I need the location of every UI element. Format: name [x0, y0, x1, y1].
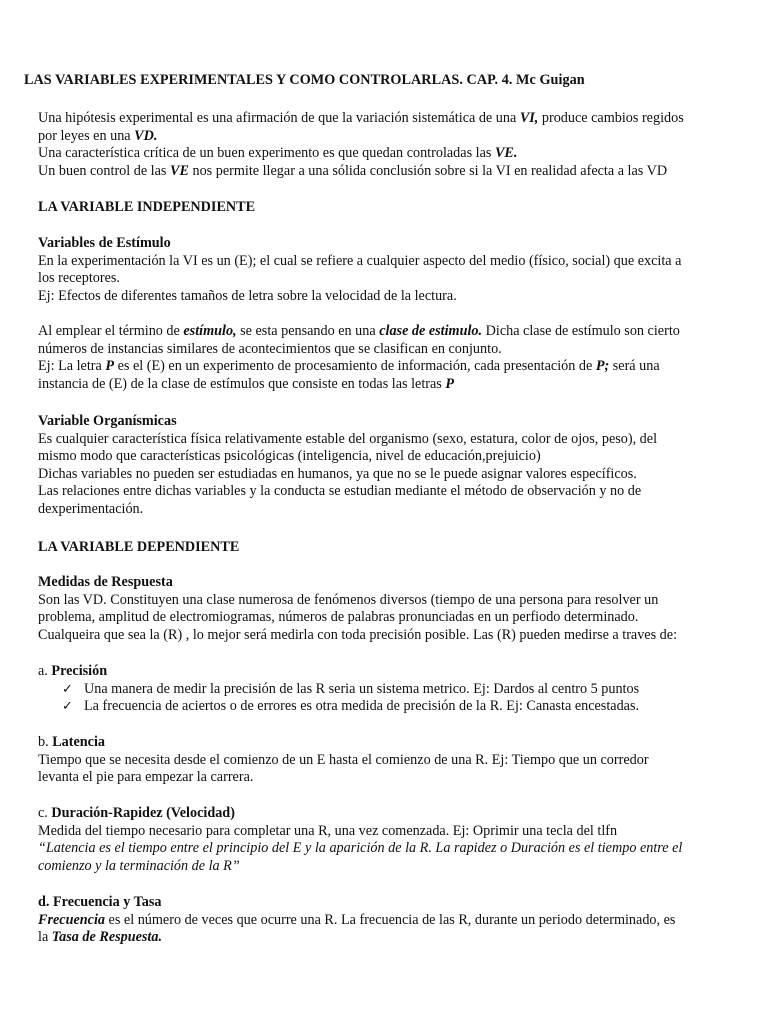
term-p: P — [105, 358, 115, 375]
text-line: levanta el pie para empezar la carrera. — [38, 769, 254, 786]
term-ve: VE — [170, 162, 189, 179]
text: instancia de (E) de la clase de estímulos que consiste en todas las letras — [38, 375, 446, 392]
text: nos permite llegar a una sólida conclusión sobre si la VI en realidad afecta a las VD — [188, 162, 668, 179]
quote-line: comienzo y la terminación de la R” — [38, 857, 240, 874]
text: por leyes en una — [38, 127, 135, 144]
text: produce cambios regidos — [538, 110, 684, 126]
item-letter: b. — [38, 734, 53, 750]
item-heading — [38, 663, 728, 681]
term-frecuencia: Frecuencia — [38, 911, 105, 928]
precision-list — [38, 681, 728, 716]
list-item — [62, 681, 728, 699]
text: Una hipótesis experimental es una afirmación de que la variación sistemática de una — [38, 110, 520, 126]
item-heading — [38, 734, 728, 752]
text-line: los receptores. — [38, 270, 120, 287]
text: Una característica crítica de un buen experimento es que quedan controladas las — [38, 145, 495, 162]
text-line — [38, 358, 728, 376]
text: Dicha clase de estímulo son cierto — [482, 323, 680, 339]
organismicas-section — [38, 413, 728, 519]
item-title: Precisión — [51, 663, 108, 679]
estimulo-section — [38, 235, 728, 305]
text-line — [38, 929, 728, 947]
list-item-text: Una manera de medir la precisión de las R seria un sistema metrico. Ej: Dardos al centro 5 puntos — [84, 680, 640, 697]
section-heading-vi: LA VARIABLE INDEPENDIENTE — [38, 199, 256, 215]
precision-section — [38, 663, 728, 716]
check-icon: ✓ — [62, 699, 73, 715]
term-vi: VI, — [519, 110, 539, 126]
term-tasa: Tasa de Respuesta. — [51, 929, 163, 946]
frecuencia-section — [38, 894, 728, 947]
item-title: Latencia — [52, 734, 105, 750]
text-line: Son las VD. Constituyen una clase numerosa de fenómenos diversos (tiempo de una persona para resolver un — [38, 591, 659, 608]
text-line: Medida del tiempo necesario para completar una R, una vez comenzada. Ej: Oprimir una tecla del tlfn — [38, 822, 618, 839]
text-line: problema, amplitud de electromiogramas, números de palabras pronunciadas en un perfiodo determinado. — [38, 609, 639, 626]
text: Ej: La letra — [38, 358, 106, 375]
document-title: LAS VARIABLES EXPERIMENTALES Y COMO CONTROLARLAS. CAP. 4. Mc Guigan — [24, 72, 585, 88]
intro-line — [38, 128, 728, 146]
text-line: Cualqueira que sea la (R) , lo mejor será medirla con toda precisión posible. Las (R) pueden medirse a traves de: — [38, 626, 678, 643]
text-line — [38, 323, 728, 341]
medidas-section — [38, 574, 728, 644]
quote-line: “Latencia es el tiempo entre el principio del E y la aparición de la R. La rapidez o Duración es el tiempo entre el — [38, 840, 683, 857]
subheading-estimulo: Variables de Estímulo — [38, 235, 171, 251]
text-line: Dichas variables no pueden ser estudiadas en humanos, ya que no se le puede asignar valores específicos. — [38, 465, 637, 482]
text-line: Ej: Efectos de diferentes tamaños de letra sobre la velocidad de la lectura. — [38, 287, 457, 304]
text: es el (E) en un experimento de procesamiento de información, cada presentación de — [114, 358, 596, 375]
text: será una — [609, 358, 660, 375]
item-title: Duración-Rapidez (Velocidad) — [51, 805, 235, 821]
text-line: mismo modo que características psicológicas (inteligencia, nivel de educación,prejuicio) — [38, 448, 541, 465]
subheading-medidas: Medidas de Respuesta — [38, 574, 173, 590]
text-line: números de instancias similares de acontecimientos que se clasifican en conjunto. — [38, 340, 502, 357]
text-line: Las relaciones entre dichas variables y la conducta se estudian mediante el método de observación y no de — [38, 483, 642, 500]
latencia-section — [38, 734, 728, 787]
text-line: Tiempo que se necesita desde el comienzo de un E hasta el comienzo de una R. Ej: Tiempo que un corredor — [38, 751, 649, 768]
item-heading — [38, 805, 728, 823]
term-ve: VE. — [494, 145, 518, 162]
intro-line — [38, 145, 728, 163]
text-line — [38, 376, 728, 394]
text-line: Es cualquier característica física relativamente estable del organismo (sexo, estatura, color de ojos, peso), del — [38, 430, 658, 447]
text: Un buen control de las — [38, 162, 170, 179]
duracion-section — [38, 805, 728, 875]
intro-line — [38, 110, 728, 128]
term-clase-estimulo: clase de estimulo. — [379, 323, 483, 339]
term-vd: VD. — [134, 127, 158, 144]
intro-line — [38, 163, 728, 181]
item-letter: c. — [38, 805, 52, 821]
intro-paragraph — [38, 110, 728, 180]
clase-estimulo-paragraph — [38, 323, 728, 393]
item-letter: a. — [38, 663, 52, 679]
text-line: En la experimentación la VI es un (E); el cual se refiere a cualquier aspecto del medio (físico, social) que excita a — [38, 252, 682, 269]
check-icon: ✓ — [62, 681, 73, 697]
text: se esta pensando en una — [236, 323, 380, 339]
text: la — [38, 929, 52, 946]
text: es el número de veces que ocurre una R. La frecuencia de las R, durante un periodo determinado, es — [105, 911, 676, 928]
subheading-organismicas: Variable Organísmicas — [38, 413, 177, 429]
section-heading-vd: LA VARIABLE DEPENDIENTE — [38, 539, 240, 555]
item-heading: d. Frecuencia y Tasa — [38, 894, 162, 910]
term-p: P; — [595, 358, 610, 375]
text-line: dexperimentación. — [38, 500, 144, 517]
list-item-text: La frecuencia de aciertos o de errores es otra medida de precisión de la R. Ej: Canasta encestadas. — [84, 698, 640, 715]
term-estimulo: estímulo, — [183, 323, 237, 339]
list-item — [62, 698, 728, 716]
term-p: P — [445, 375, 455, 392]
text-line — [38, 912, 728, 930]
text: Al emplear el término de — [38, 323, 184, 339]
